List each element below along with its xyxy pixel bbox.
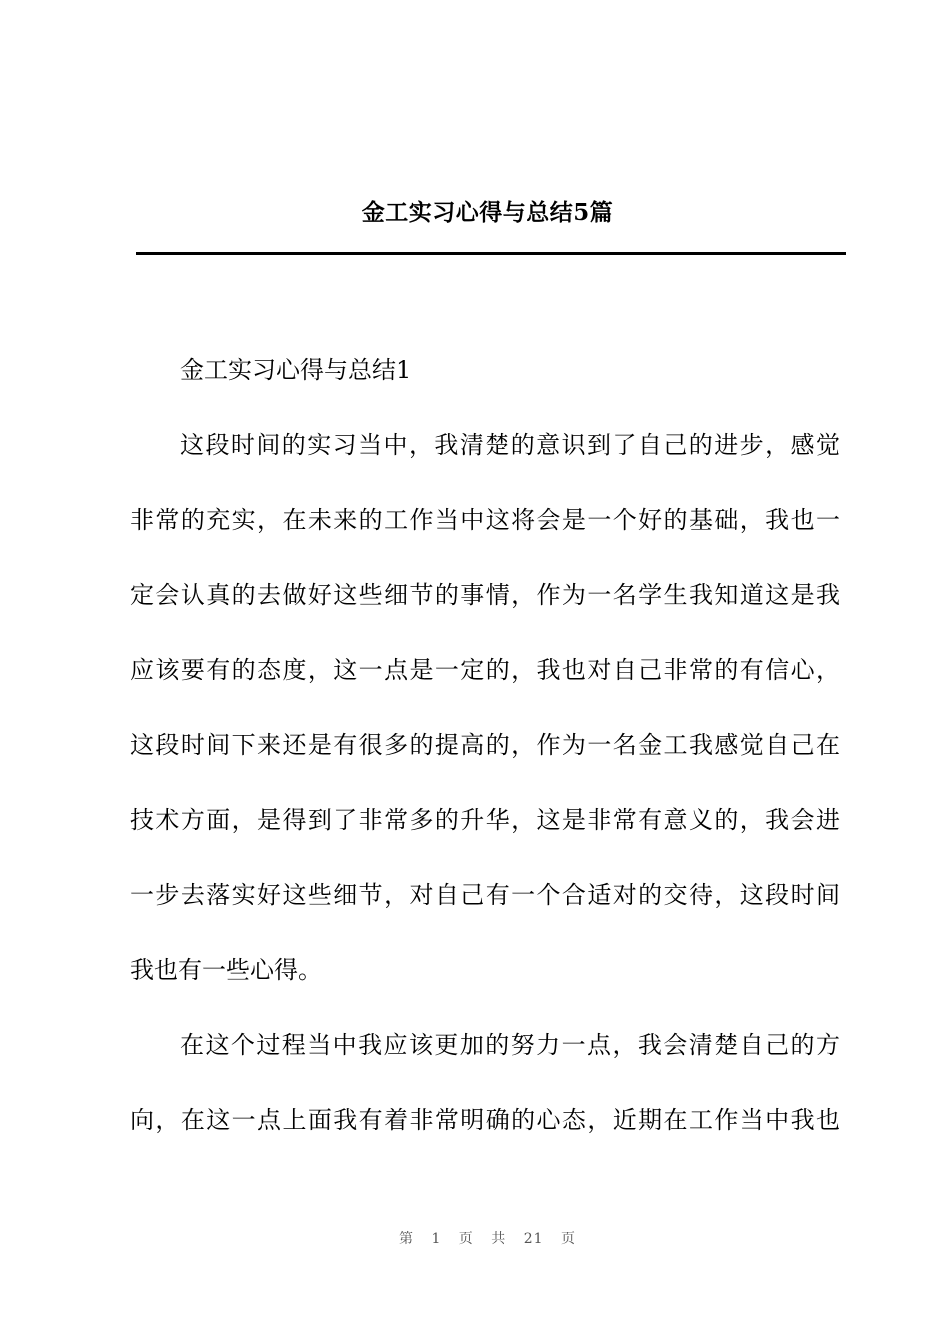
page-number-footer: 第 1 页 共 21 页 — [399, 1231, 576, 1247]
paragraph-line: 我也有一些心得。 — [130, 956, 322, 984]
paragraph-line: 非常的充实，在未来的工作当中这将会是一个好的基础，我也一 — [130, 506, 840, 534]
document-title: 金工实习心得与总结5篇 — [361, 199, 614, 226]
section-heading: 金工实习心得与总结1 — [180, 356, 412, 384]
paragraph-line: 一步去落实好这些细节，对自己有一个合适对的交待，这段时间 — [130, 881, 840, 909]
paragraph-line: 应该要有的态度，这一点是一定的，我也对自己非常的有信心， — [130, 656, 840, 684]
paragraph-line: 向，在这一点上面我有着非常明确的心态，近期在工作当中我也 — [130, 1106, 840, 1134]
paragraph-line: 这段时间的实习当中，我清楚的意识到了自己的进步，感觉 — [180, 431, 840, 459]
title-divider — [136, 252, 846, 255]
paragraph-line: 这段时间下来还是有很多的提高的，作为一名金工我感觉自己在 — [130, 731, 840, 759]
paragraph-line: 在这个过程当中我应该更加的努力一点，我会清楚自己的方 — [180, 1031, 840, 1059]
paragraph-line: 技术方面，是得到了非常多的升华，这是非常有意义的，我会进 — [130, 806, 840, 834]
paragraph-line: 定会认真的去做好这些细节的事情，作为一名学生我知道这是我 — [130, 581, 840, 609]
